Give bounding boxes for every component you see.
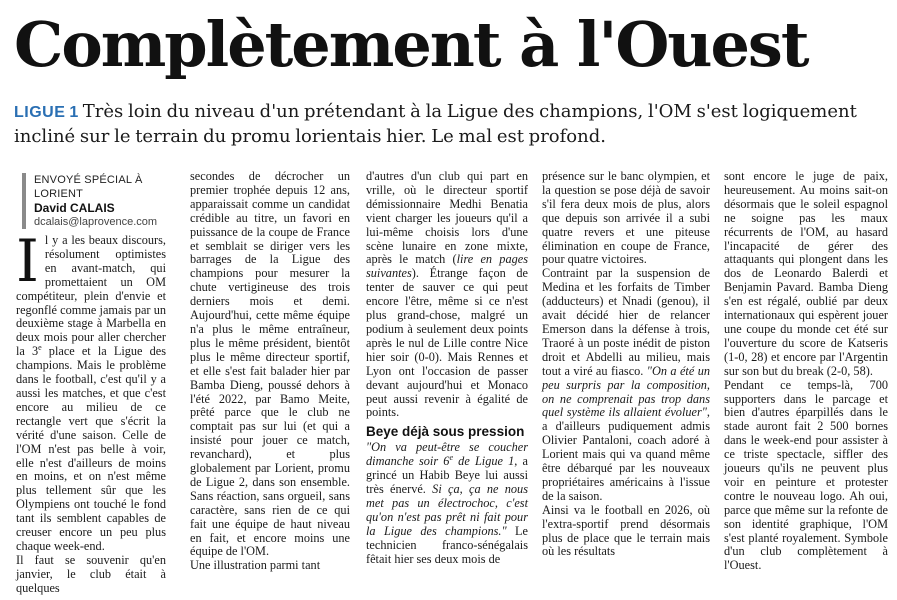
paragraph: Ainsi va le football en 2026, où l'extra-sportif prend désormais plus de place que le terrain mais où les résultats [542,502,710,559]
article-column-5 [724,170,888,573]
paragraph: sont encore le juge de paix, heureusement. Au moins sait-on désormais que le soleil espagnol ne soigne pas les maux récurrents de l'OM, au hasard l'incapacité de gérer des attaquants qui plongent dans les dos de Leonardo Balerdi et Benjamin Pavard. Bamba Dieng s'en est régalé, oublié par deux internationaux qui espèrent jouer une coupe du monde cet été sur l'ouverture du score de Katseris (1-0, 28) et encore par l'Argentin sur son but du break (2-0, 58). [724,169,888,378]
article-column-2 [190,170,350,573]
paragraph: Une illustration parmi tant [190,558,321,573]
paragraph [366,441,528,566]
article-column-1 [16,227,166,596]
subheading: Beye déjà sous pression [366,424,525,440]
paragraph [366,170,528,420]
paragraph-text: d'autres d'un club qui part en vrille, où le directeur sportif démissionnaire Medhi Benatia vient charger les joueurs qu'il a lui-même choisis lors d'une scène lunaire en zone mixte, après le match ( [366,169,528,267]
article-column-4 [542,170,710,559]
quote-text: Si ça, ça ne nous met pas un électrochoc, c'est qu'on n'est pas prêt ni fait pour la Ligue des champions." [366,482,528,538]
dropcap: I [16,227,39,295]
italic-text: lire en pages suivantes [366,252,528,281]
quote-text: de Ligue 1 [453,454,515,469]
byline-kicker: ENVOYÉ SPÉCIAL À LORIENT [34,174,143,200]
byline-email: dcalais@laprovence.com [34,216,158,228]
paragraph: secondes de décrocher un premier trophée depuis 12 ans, apparaissait comme un candidat crédible au titre, un favori en puissance de la coupe de France et semblait se diriger vers les barrages de la Ligue des champions pour mesurer la chute vertigineuse des trois derniers mois et demi. Aujourd'hui, cette même équipe n'a plus le même entraîneur, plus le même président, bientôt plus le même directeur sportif, et elle s'est fait balader hier par Bamba Dieng, poussé dehors à l'été 2022, par Bamo Meite, prêté parce que le club ne comptait pas sur lui (et qui a insisté pour jouer ce match, revanchard), et plus globalement par Lorient, promu de Ligue 2, dans son ensemble. Sans réaction, sans orgueil, sans caractère, sans rien de ce qui fait une équipe de haut niveau en fait, et encore moins une équipe de l'OM. [190,169,350,559]
paragraph: Il faut se souvenir qu'en janvier, le club était à quelques [16,552,166,595]
paragraph [542,267,710,503]
quote-text: "On va peut-être se coucher dimanche soir 6 [366,440,528,469]
paragraph-text: , a grincé un Habib Beye lui aussi très énervé. [366,454,528,497]
rubric-label: LIGUE 1 [14,104,79,121]
paragraph: Pendant ce temps-là, 700 supporters dans le parcage et bien d'autres éparpillés dans le stade auront fait 2 500 bornes dans le week-end pour assister à ce triste spectacle, siffler des joueurs qu'ils ne peuvent plus voir en peinture et protester contre le nouveau logo. Ah oui, parce que même sur la refonte de son identité graphique, l'OM s'est planté royalement. Symbole d'un club complètement à l'Ouest. [724,377,888,573]
byline [22,173,182,229]
byline-author: David CALAIS [34,201,115,215]
paragraph-text: l y a les beaux discours, résolument optimistes en avant-match, qui promettaient un OM compétiteur, plein d'envie et regonflé comme jamais par un deuxième stage à Marbella en deux mois pour aller chercher la 3 [16,233,166,359]
superscript: e [38,343,42,353]
paragraph-text: place et la Ligue des champions. Mais le problème dans le football, c'est qu'il y a aussi les matches, et que c'est encore au milieu de ce rectangle vert que s'écrit la vérité d'une saison. Celle de l'OM n'est pas belle à voir, elle n'est d'ailleurs de moins en moins, et on n'est même plus tellement sûr que les Olympiens ont touché le fond tant ils semblent capables de creuser encore un peu plus chaque week-end. [16,344,166,553]
paragraph [16,227,166,554]
paragraph-text: , a d'ailleurs pudiquement admis Olivier Pantaloni, coach adoré à Lorient mais qui va quand même être débarqué par les nouveaux propriétaires américains à l'issue de la saison. [542,405,710,503]
article-deck [14,100,884,149]
quote-text: "On a été un peu surpris par la composition, on ne comprenait pas trop dans quel système ils allaient évoluer" [542,363,710,420]
paragraph-text: Le technicien franco-sénégalais fêtait hier ses deux mois de [366,523,528,566]
paragraph: présence sur le banc olympien, et la question se pose déjà de savoir s'il fera deux mois de plus, alors que depuis son arrivée il a subi quatre revers et une piteuse élimination en coupe de France, pour quatre victoires. [542,169,710,267]
paragraph-text: ). Étrange façon de tenter de sauver ce qui peut encore l'être, même si ce n'est plus grand-chose, malgré un podium à seulement deux points après le nul de Lille contre Nice hier soir (0-0). Mais Rennes et Lyon ont l'occasion de passer devant aujourd'hui et Monaco peut aussi revenir à égalité de points. [366,266,528,420]
article-column-3 [366,170,528,566]
article-headline: Complètement à l'Ouest [14,8,808,81]
paragraph-text: Contraint par la suspension de Medina et les forfaits de Timber (adducteurs) et Nnadi (genou), il avait décidé hier de relancer Emerson dans la défense à trois, Traoré à un poste inédit de piston droit et Abdelli au milieu, mais tout a viré au fiasco. [542,266,710,378]
deck-text: Très loin du niveau d'un prétendant à la Ligue des champions, l'OM s'est logiquement incliné sur le terrain du promu lorientais hier. Le mal est profond. [14,101,857,147]
superscript: e [449,453,453,463]
